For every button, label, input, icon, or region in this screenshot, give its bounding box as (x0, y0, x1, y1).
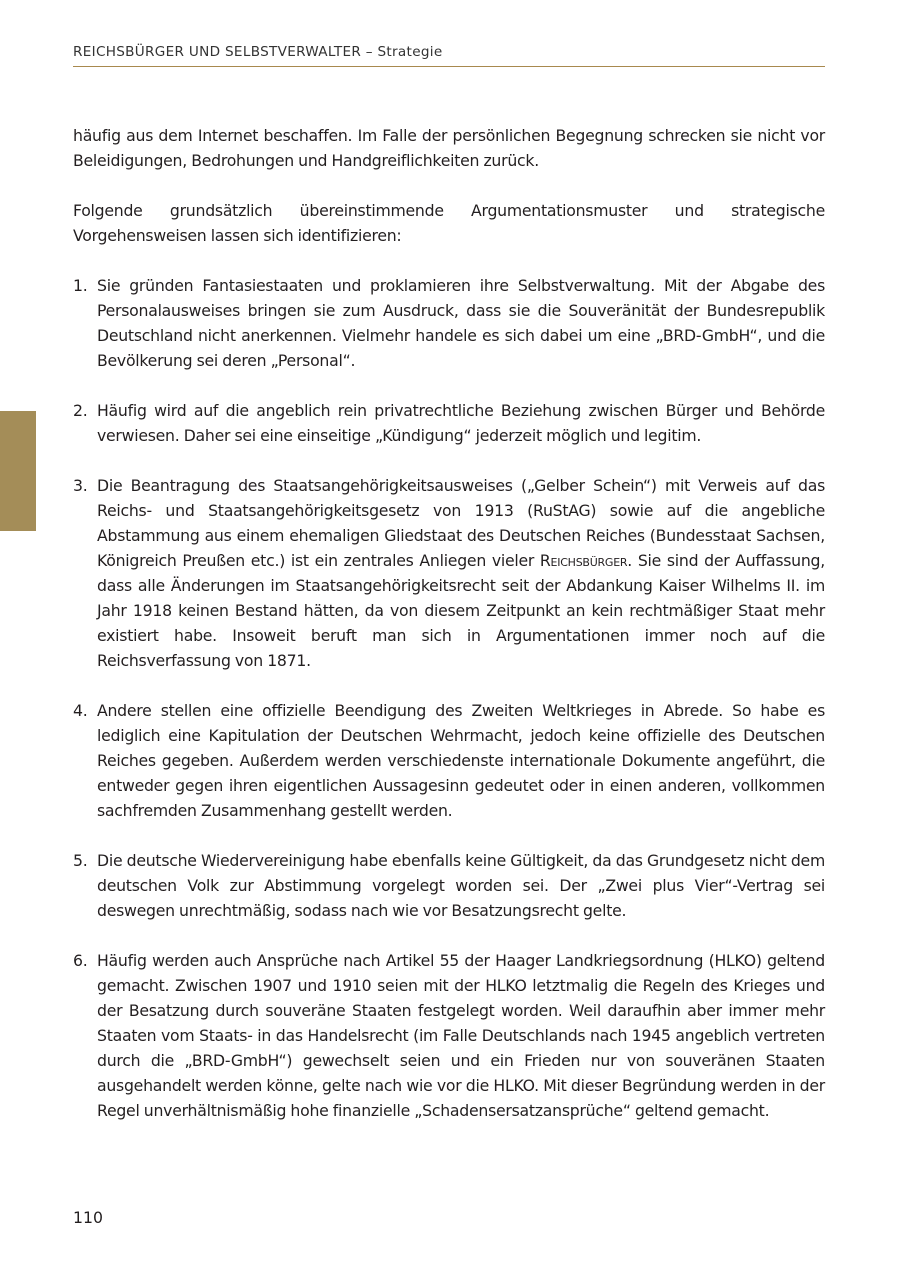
reichsbuerger-smallcaps: Reichsbürger (539, 551, 628, 570)
list-item-5 (73, 848, 825, 923)
list-number: 3. (73, 476, 88, 495)
list-number: 6. (73, 951, 88, 970)
chapter-side-tab (0, 411, 36, 531)
header-section: Strategie (377, 44, 443, 60)
list-number: 5. (73, 851, 88, 870)
body-text (73, 123, 825, 1148)
list-item-text: Sie gründen Fantasiestaaten und proklamieren ihre Selbstverwaltung. Mit der Abgabe des Personalausweises bringen sie zum Ausdruck, dass sie die Souveränität der Bundesrepublik Deutschland nicht anerkennen. Vielmehr handele es sich dabei um eine „BRD-GmbH“, und die Bevölkerung sei deren „Personal“. (97, 276, 825, 370)
paragraph-lead-in: Folgende grundsätzlich übereinstimmende Argumentationsmuster und strategische Vorgehensweisen lassen sich identifizieren: (73, 201, 825, 245)
list-item-text: Häufig wird auf die angeblich rein privatrechtliche Beziehung zwischen Bürger und Behörde verwiesen. Daher sei eine einseitige „Kündigung“ jederzeit möglich und legitim. (97, 401, 825, 445)
list-item-6 (73, 948, 825, 1123)
list-item-3 (73, 473, 825, 673)
list-item-2 (73, 398, 825, 448)
page-number: 110 (73, 1208, 103, 1227)
list-item-1 (73, 273, 825, 373)
list-item-text (97, 476, 825, 670)
running-header (73, 44, 825, 67)
list-item-text: Häufig werden auch Ansprüche nach Artikel 55 der Haager Landkriegsordnung (HLKO) geltend gemacht. Zwischen 1907 und 1910 seien mit der HLKO letztmalig die Regeln des Krieges und der Besatzung durch souveräne Staaten festgelegt worden. Weil daraufhin aber immer mehr Staaten vom Staats- in das Handelsrecht (im Falle Deutschlands nach 1945 angeblich vertreten durch die „BRD-GmbH“) gewechselt seien und ein Frieden nur von souveränen Staaten ausgehandelt werden könne, gelte nach wie vor die HLKO. Mit dieser Begründung werden in der Regel unverhältnismäßig hohe finanzielle „Schadensersatzansprüche“ geltend gemacht. (97, 951, 825, 1120)
header-title: REICHSBÜRGER UND SELBSTVERWALTER (73, 44, 362, 60)
paragraph-intro: häufig aus dem Internet beschaffen. Im Falle der persönlichen Begegnung schrecken sie nicht vor Beleidigungen, Bedrohungen und Handgreiflichkeiten zurück. (73, 126, 825, 170)
header-separator: – (361, 44, 378, 60)
list-item-text: Andere stellen eine offizielle Beendigung des Zweiten Weltkrieges in Abrede. So habe es lediglich eine Kapitulation der Deutschen Wehrmacht, jedoch keine offizielle des Deutschen Reiches gegeben. Außerdem werden verschiedenste internationale Dokumente angeführt, die entweder gegen ihren eigentlichen Aussagesinn gedeutet oder in einen anderen, vollkommen sachfremden Zusammenhang gestellt werden. (97, 701, 825, 820)
list-number: 1. (73, 276, 88, 295)
list-item-text: Die deutsche Wiedervereinigung habe ebenfalls keine Gültigkeit, da das Grundgesetz nicht dem deutschen Volk zur Abstimmung vorgelegt worden sei. Der „Zwei plus Vier“-Vertrag sei deswegen unrechtmäßig, sodass nach wie vor Besatzungsrecht gelte. (97, 851, 825, 920)
list-number: 4. (73, 701, 88, 720)
list-item-4 (73, 698, 825, 823)
list-item-text-before: Die Beantragung des Staatsangehörigkeitsausweises („Gelber Schein“) mit Verweis auf das Reichs- und Staatsangehörigkeitsgesetz von 1913 (RuStAG) sowie auf die angebliche Abstammung aus einem ehemaligen Gliedstaat des Deutschen Reiches (Bundesstaat Sachsen, Königreich Preußen etc.) ist ein zentrales Anliegen vieler (97, 476, 825, 570)
list-number: 2. (73, 401, 88, 420)
list-item-text-after: . Sie sind der Auffassung, dass alle Änderungen im Staatsangehörigkeitsrecht seit der Abdankung Kaiser Wilhelms II. im Jahr 1918 keinen Bestand hätten, da von diesem Zeitpunkt an kein rechtmäßiger Staat mehr existiert habe. Insoweit beruft man sich in Argumentationen immer noch auf die Reichsverfassung von 1871. (97, 551, 825, 670)
